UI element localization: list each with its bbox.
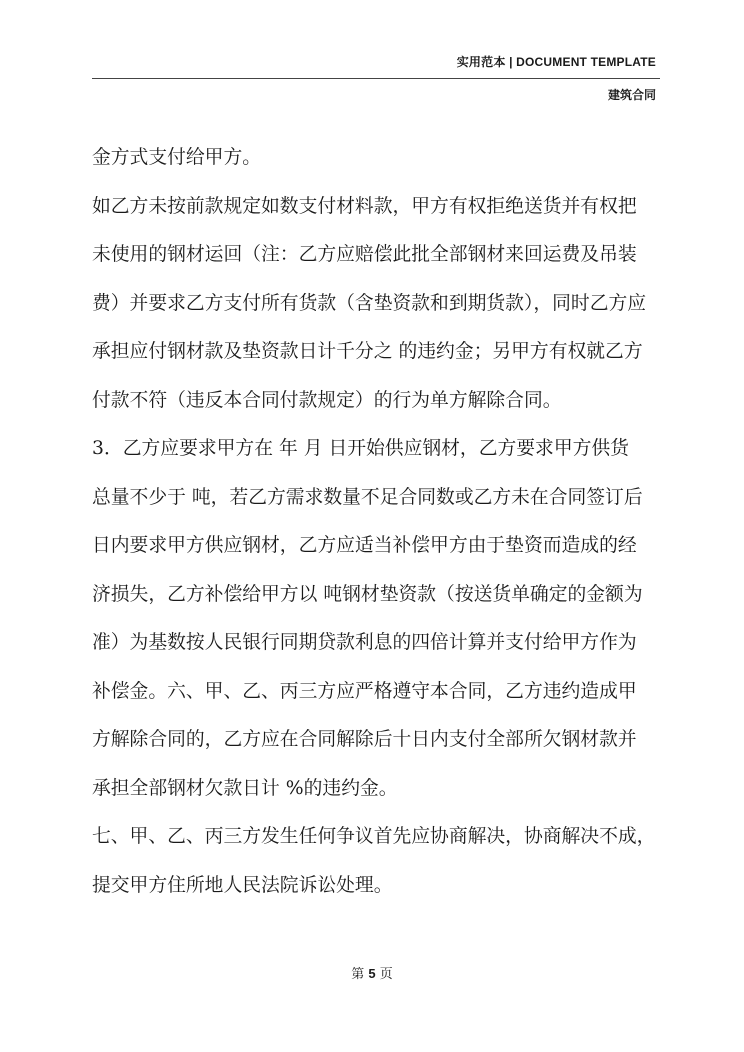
- body-line: 如乙方未按前款规定如数支付材料款，甲方有权拒绝送货并有权把: [92, 195, 637, 217]
- body-line: 总量不少于 吨，若乙方需求数量不足合同数或乙方未在合同签订后: [92, 486, 643, 508]
- body-line: 金方式支付给甲方。: [92, 147, 262, 168]
- header-divider: [92, 78, 660, 79]
- page-number-value: 5: [368, 966, 376, 981]
- header-title: 实用范本 | DOCUMENT TEMPLATE: [456, 55, 656, 69]
- header-subtitle: 建筑合同: [607, 88, 656, 102]
- body-line: 3．乙方应要求甲方在 年 月 日开始供应钢材，乙方要求甲方供货: [92, 438, 629, 459]
- body-line: 费）并要求乙方支付所有货款（含垫资款和到期货款），同时乙方应: [92, 292, 647, 314]
- page-prefix: 第: [351, 967, 365, 982]
- body-line: 承担全部钢材欠款日计 %的违约金。: [92, 777, 398, 799]
- body-line: 提交甲方住所地人民法院诉讼处理。: [92, 874, 393, 896]
- body-line: 七、甲、乙、丙三方发生任何争议首先应协商解决，协商解决不成，: [92, 826, 656, 847]
- body-line: 日内要求甲方供应钢材，乙方应适当补偿甲方由于垫资而造成的经: [92, 535, 637, 556]
- body-line: 准）为基数按人民银行同期贷款利息的四倍计算并支付给甲方作为: [92, 632, 637, 653]
- page-number: [0, 963, 744, 982]
- body-line: 未使用的钢材运回（注：乙方应赔偿此批全部钢材来回运费及吊装: [92, 244, 637, 265]
- body-line: 承担应付钢材款及垫资款日计千分之 的违约金；另甲方有权就乙方: [92, 341, 643, 362]
- body-line: 济损失，乙方补偿给甲方以 吨钢材垫资款（按送货单确定的金额为: [92, 583, 643, 605]
- body-line: 补偿金。六、甲、乙、丙三方应严格遵守本合同，乙方违约造成甲: [92, 680, 637, 702]
- body-line: 付款不符（违反本合同付款规定）的行为单方解除合同。: [92, 389, 562, 411]
- page-suffix: 页: [379, 967, 393, 982]
- body-line: 方解除合同的，乙方应在合同解除后十日内支付全部所欠钢材款并: [92, 729, 637, 750]
- document-body: [92, 134, 662, 910]
